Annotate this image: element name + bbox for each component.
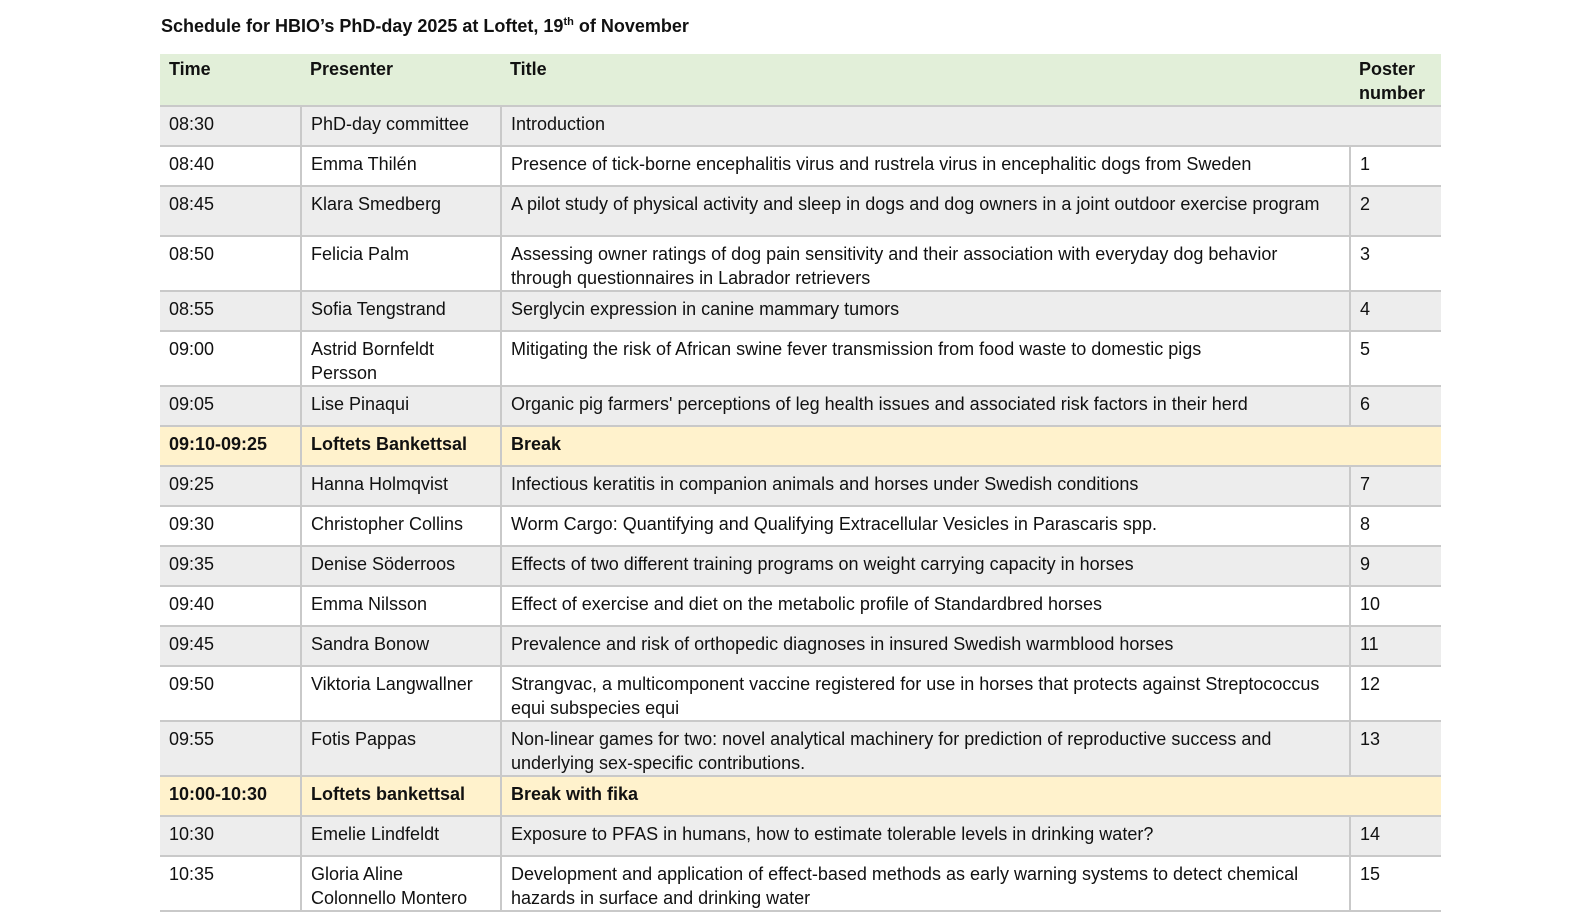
cell-presenter: Felicia Palm: [301, 236, 501, 291]
cell-title: Infectious keratitis in companion animals and horses under Swedish conditions: [501, 466, 1350, 506]
cell-time: 09:10-09:25: [160, 426, 301, 466]
cell-time: 09:55: [160, 721, 301, 776]
cell-presenter: Astrid Bornfeldt Persson: [301, 331, 501, 386]
cell-title: Worm Cargo: Quantifying and Qualifying Extracellular Vesicles in Parascaris spp.: [501, 506, 1350, 546]
cell-presenter: Emma Nilsson: [301, 586, 501, 626]
cell-poster: 3: [1350, 236, 1441, 291]
cell-title: Prevalence and risk of orthopedic diagnoses in insured Swedish warmblood horses: [501, 626, 1350, 666]
cell-presenter: Hanna Holmqvist: [301, 466, 501, 506]
cell-time: 08:40: [169, 154, 215, 174]
table-row: [160, 236, 1441, 291]
cell-presenter: PhD-day committee: [301, 106, 501, 146]
cell-presenter: Fotis Pappas: [301, 721, 501, 776]
cell-title: Introduction: [501, 106, 1350, 146]
cell-time: 09:45: [160, 626, 301, 666]
cell-time: 10:30: [160, 816, 301, 856]
title-ordinal: th: [563, 16, 574, 28]
cell-time: 08:50: [169, 244, 215, 264]
cell-title: Non-linear games for two: novel analytical machinery for prediction of reproductive success and underlying sex-specific contributions.: [501, 721, 1350, 776]
cell-time: 08:30: [160, 106, 301, 146]
cell-presenter: Viktoria Langwallner: [301, 666, 501, 721]
table-row: [160, 466, 1441, 506]
cell-time: 09:30: [169, 514, 215, 534]
cell-presenter: Emma Thilén: [301, 146, 501, 186]
cell-time: 09:50: [169, 674, 215, 694]
table-row: [160, 816, 1441, 856]
header-presenter: Presenter: [301, 54, 501, 106]
cell-poster: 4: [1350, 291, 1441, 331]
cell-poster: 13: [1350, 721, 1441, 776]
cell-presenter: Denise Söderroos: [301, 546, 501, 586]
title-suffix: of November: [573, 16, 689, 36]
break-row: [160, 776, 1441, 816]
header-time: Time: [160, 54, 301, 106]
header-row: [160, 54, 1441, 106]
header-title: Title: [501, 54, 1350, 106]
cell-poster: [1350, 106, 1441, 146]
cell-presenter: Christopher Collins: [301, 506, 501, 546]
table-row: [160, 146, 1441, 186]
cell-poster: [1350, 426, 1441, 466]
cell-presenter: Gloria Aline Colonnello Montero: [301, 856, 501, 911]
cell-poster: 9: [1350, 546, 1441, 586]
cell-title: Effect of exercise and diet on the metabolic profile of Standardbred horses: [501, 586, 1350, 626]
cell-title: Organic pig farmers' perceptions of leg health issues and associated risk factors in their herd: [501, 386, 1350, 426]
table-row: [160, 386, 1441, 426]
cell-presenter: Klara Smedberg: [301, 186, 501, 236]
schedule-table: [160, 54, 1441, 912]
cell-presenter: Lise Pinaqui: [301, 386, 501, 426]
table-row: [160, 546, 1441, 586]
cell-time: 08:45: [160, 186, 301, 236]
cell-title: Mitigating the risk of African swine fever transmission from food waste to domestic pigs: [501, 331, 1350, 386]
cell-presenter: Loftets Bankettsal: [301, 426, 501, 466]
cell-title: Exposure to PFAS in humans, how to estimate tolerable levels in drinking water?: [501, 816, 1350, 856]
cell-time: 08:55: [160, 291, 301, 331]
cell-poster: 5: [1350, 331, 1441, 386]
cell-poster: 6: [1350, 386, 1441, 426]
break-row: [160, 426, 1441, 466]
cell-poster: 1: [1350, 146, 1441, 186]
cell-presenter: Loftets bankettsal: [301, 776, 501, 816]
table-row: [160, 186, 1441, 236]
table-row: [160, 856, 1441, 911]
table-row: [160, 626, 1441, 666]
cell-time: 09:05: [160, 386, 301, 426]
cell-presenter: Sandra Bonow: [301, 626, 501, 666]
table-row: [160, 586, 1441, 626]
table-row: [160, 106, 1441, 146]
cell-poster: 10: [1350, 586, 1441, 626]
cell-poster: [1350, 776, 1441, 816]
cell-poster: 2: [1350, 186, 1441, 236]
table-row: [160, 331, 1441, 386]
table-row: [160, 721, 1441, 776]
table-row: [160, 506, 1441, 546]
cell-poster: 8: [1350, 506, 1441, 546]
cell-title: Development and application of effect-based methods as early warning systems to detect chemical hazards in surface and drinking water: [501, 856, 1350, 911]
cell-time: 09:00: [169, 339, 215, 359]
cell-presenter: Emelie Lindfeldt: [301, 816, 501, 856]
cell-time: 10:35: [169, 864, 215, 884]
cell-poster: 14: [1350, 816, 1441, 856]
table-row: [160, 291, 1441, 331]
cell-time: 10:00-10:30: [160, 776, 301, 816]
cell-title: Presence of tick-borne encephalitis virus and rustrela virus in encephalitic dogs from Sweden: [501, 146, 1350, 186]
cell-title: Break: [501, 426, 1350, 466]
cell-poster: 12: [1350, 666, 1441, 721]
cell-time: 09:40: [169, 594, 215, 614]
cell-poster: 7: [1350, 466, 1441, 506]
cell-presenter: Sofia Tengstrand: [301, 291, 501, 331]
cell-poster: 15: [1350, 856, 1441, 911]
title-text: Schedule for HBIO’s PhD-day 2025 at Loftet, 19: [161, 16, 564, 36]
table-row: [160, 666, 1441, 721]
cell-time: 09:25: [160, 466, 301, 506]
cell-title: A pilot study of physical activity and sleep in dogs and dog owners in a joint outdoor exercise program: [501, 186, 1350, 236]
cell-title: Break with fika: [501, 776, 1350, 816]
cell-time: 09:35: [160, 546, 301, 586]
document-title: [161, 16, 689, 37]
cell-poster: 11: [1350, 626, 1441, 666]
cell-title: Assessing owner ratings of dog pain sensitivity and their association with everyday dog behavior through questionnaires in Labrador retrievers: [501, 236, 1350, 291]
header-poster-number: Poster number: [1350, 54, 1441, 106]
cell-title: Strangvac, a multicomponent vaccine registered for use in horses that protects against Streptococcus equi subspecies equi: [501, 666, 1350, 721]
cell-title: Serglycin expression in canine mammary tumors: [501, 291, 1350, 331]
cell-title: Effects of two different training programs on weight carrying capacity in horses: [501, 546, 1350, 586]
